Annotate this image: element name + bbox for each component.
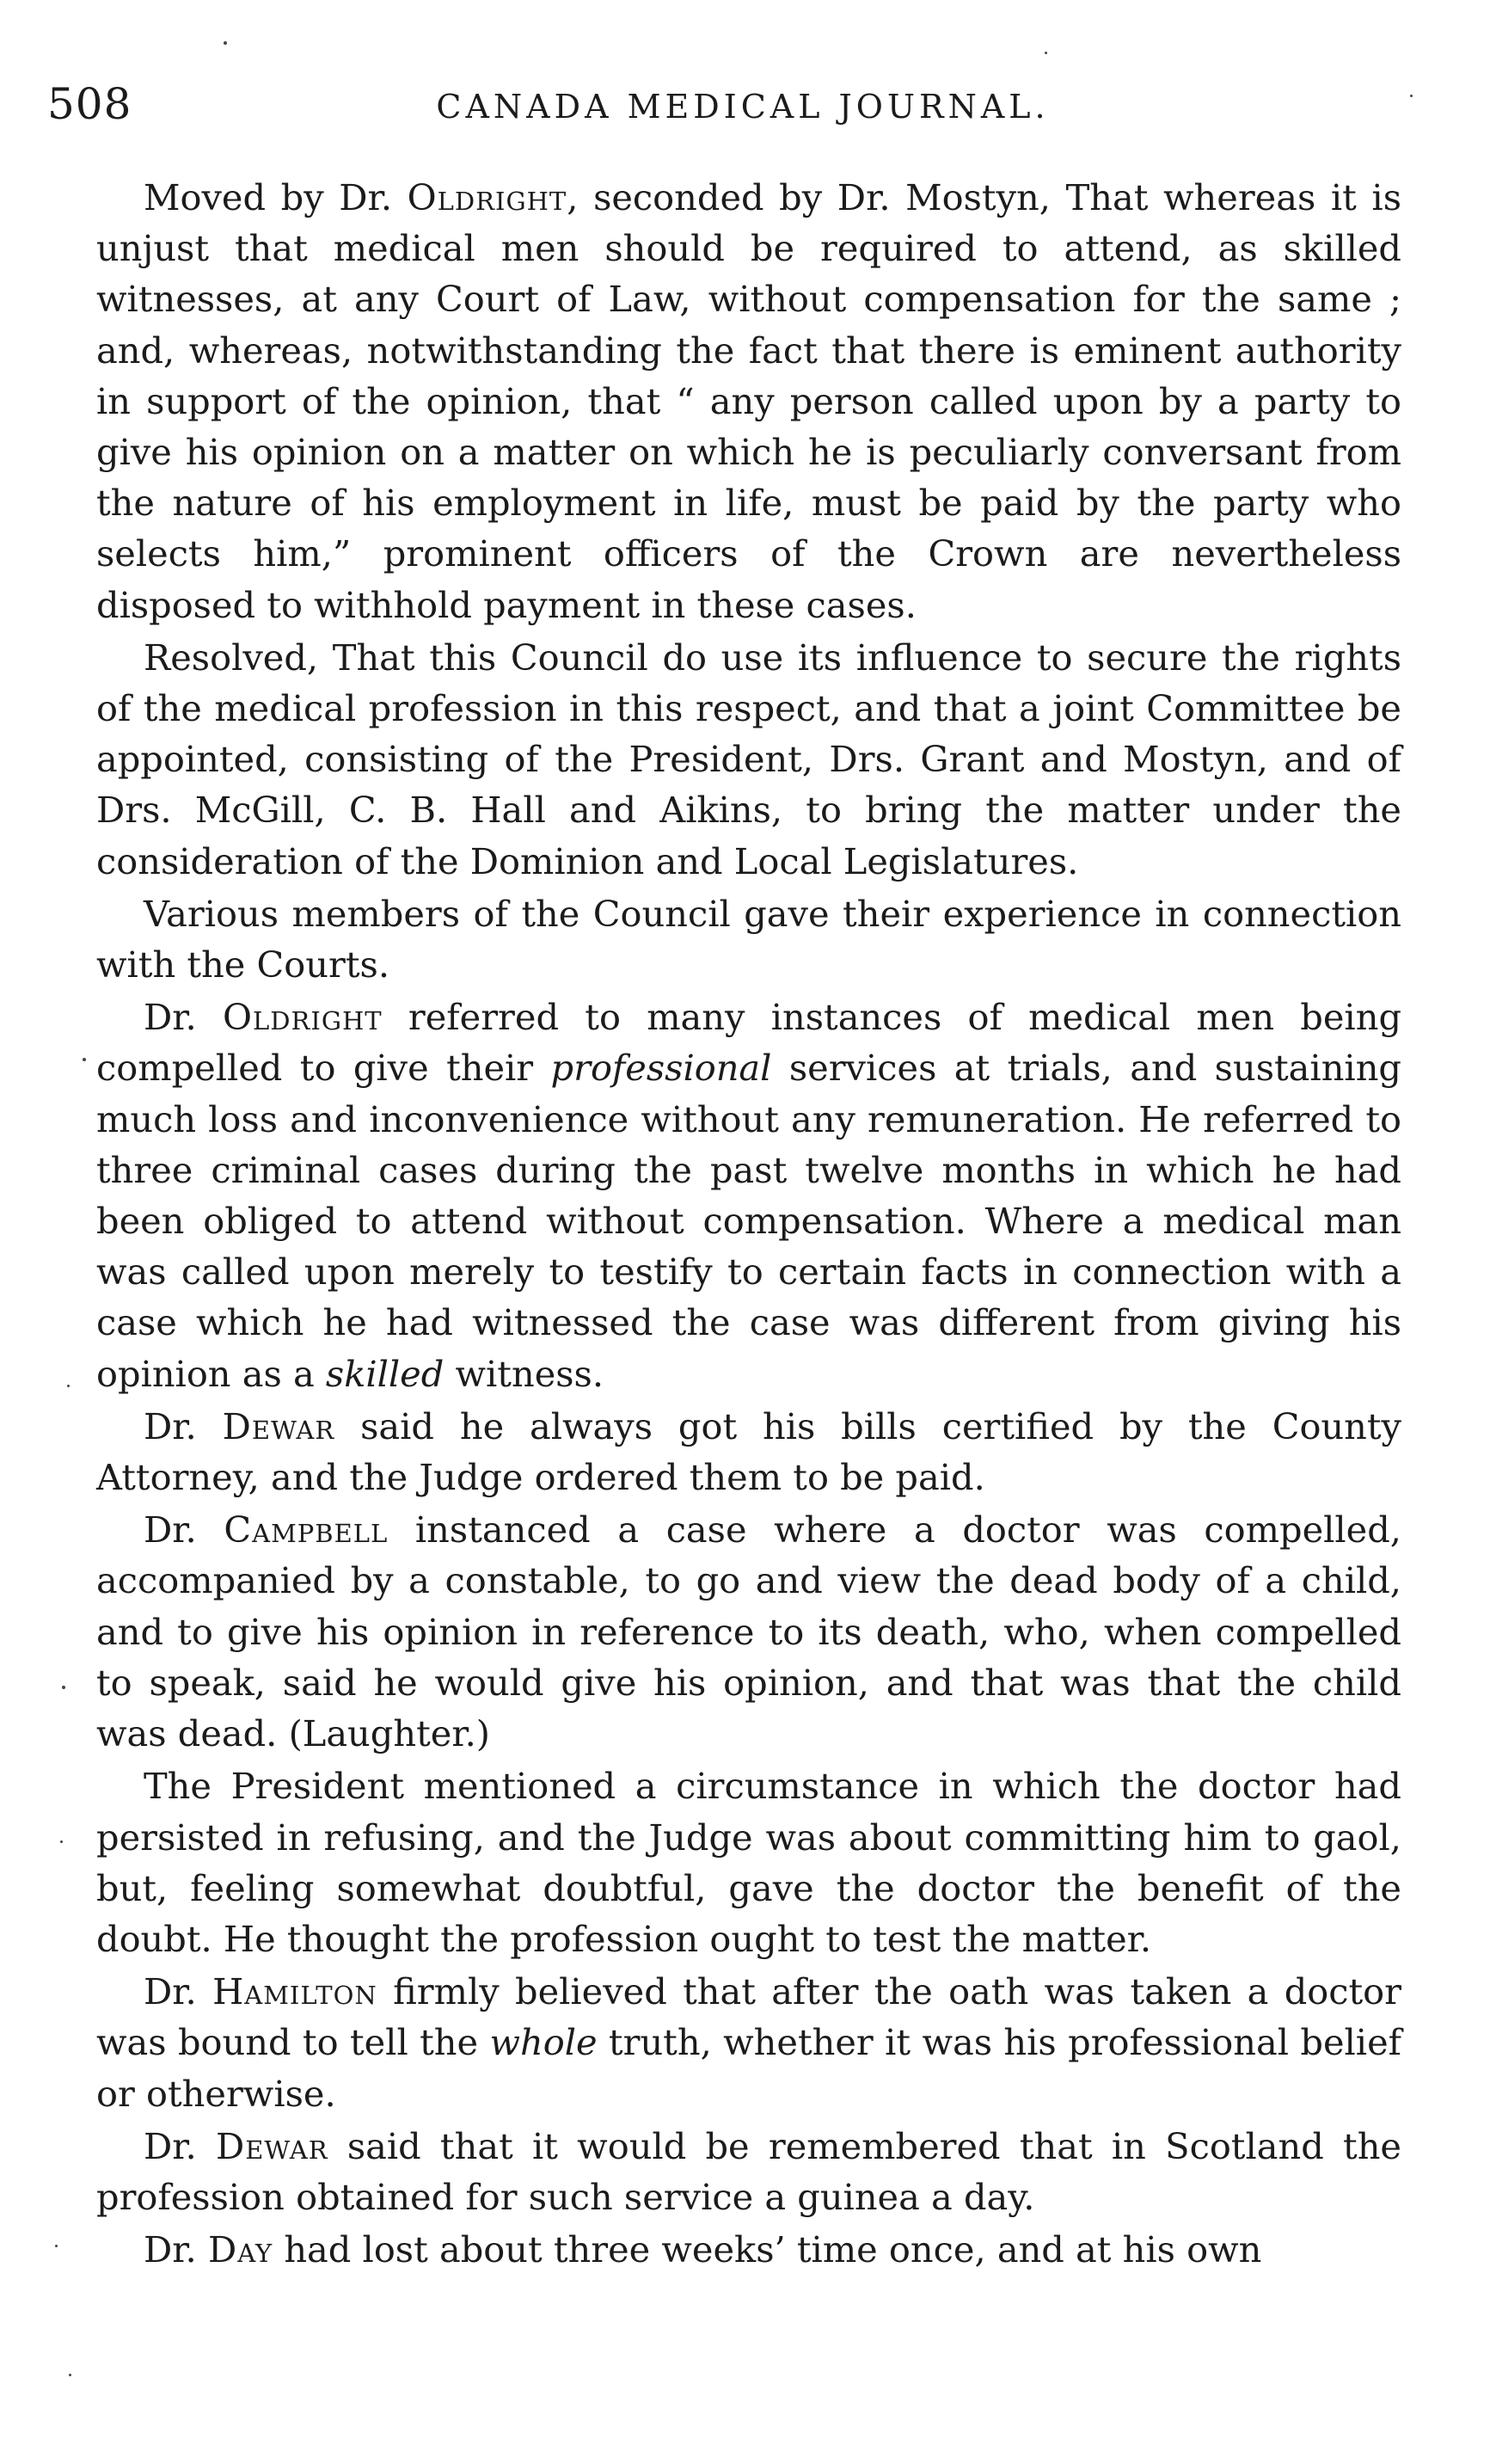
speaker-name: Campbell <box>224 1509 389 1552</box>
resolution-paragraph: Resolved, That this Council do use its influence to secure the rights of the medical profession in this respect, and that a joint Committee be appointed, consisting of the President, Drs. Grant and Mostyn, and of Drs. McGill, C. B. Hall and Aikins, to bring the matter under the consideration of the Dominion and Local Legislatures. <box>96 636 1401 882</box>
speck <box>60 1840 63 1843</box>
speck <box>62 1686 65 1689</box>
text-run: Dr. <box>144 1970 213 2013</box>
text-run: Moved by Dr. <box>144 176 408 218</box>
speck <box>67 1385 70 1387</box>
dewar-scotland-paragraph <box>96 2121 1401 2222</box>
speck <box>69 2374 71 2376</box>
text-run: said he always got his bills certified by the County Attorney, and the Judge ordered them to be paid. <box>96 1404 1402 1499</box>
text-run: witness. <box>444 1352 604 1395</box>
text-run: Dr. <box>144 1509 224 1552</box>
speaker-name: Dewar <box>222 1404 335 1447</box>
page-number: 508 <box>47 79 132 129</box>
campbell-paragraph <box>96 1504 1401 1759</box>
speck <box>224 41 227 45</box>
page-header <box>47 79 1438 131</box>
text-run: referred to many instances of medical men being compelled to give their <box>96 996 1402 1090</box>
text-run: truth, whether it was his professional belief or otherwise. <box>96 2021 1401 2115</box>
dewar-paragraph <box>96 1401 1401 1502</box>
text-run: Dr. <box>144 996 224 1039</box>
speaker-name: Oldright <box>407 176 567 218</box>
text-run: services at trials, and sustaining much loss and inconvenience without any remuneration. He referred to three criminal cases during the past twelve months in which he had been obliged to attend without compensation. Where a medical man was called upon merely to testify to certain facts in connection with a case which he had witnessed the case was different from giving his opinion as a <box>96 1047 1401 1395</box>
speck <box>83 1058 86 1061</box>
text-run: instanced a case where a doctor was compelled, accompanied by a constable, to go and view the dead body of a child, and to give his opinion in reference to its death, who, when compelled to speak, said he would give his opinion, and that was that the child was dead. (Laughter.) <box>96 1509 1401 1755</box>
italic-word: whole <box>489 2021 598 2064</box>
hamilton-paragraph <box>96 1966 1401 2119</box>
paragraph: Various members of the Council gave their experience in connection with the Courts. <box>96 892 1401 986</box>
day-paragraph <box>96 2224 1401 2275</box>
italic-word: professional <box>550 1047 772 1090</box>
speaker-name: Oldright <box>223 996 383 1039</box>
speaker-name: Hamilton <box>212 1970 377 2013</box>
motion-paragraph <box>96 172 1401 630</box>
text-run: had lost about three weeks’ time once, and at his own <box>273 2228 1262 2271</box>
text-run: said that it would be remembered that in Scotland the profession obtained for such service a guinea a day. <box>96 2124 1401 2218</box>
text-run: Dr. <box>144 2228 208 2271</box>
president-paragraph: The President mentioned a circumstance in which the doctor had persisted in refusing, and the Judge was about committing him to gaol, but, feeling somewhat doubtful, gave the doctor the benefit of the doubt. He thought the profession ought to test the matter. <box>96 1765 1401 1960</box>
text-run: firmly believed that after the oath was taken a doctor was bound to tell the <box>96 1970 1401 2064</box>
speck <box>1410 95 1413 97</box>
article-body <box>96 172 1401 2277</box>
text-run: Dr. <box>144 1404 223 1447</box>
speaker-name: Dewar <box>215 2124 328 2167</box>
italic-word: skilled <box>325 1352 445 1395</box>
text-run: , seconded by Dr. Mostyn, That whereas it is unjust that medical men should be required to attend, as skilled witnesses, at any Court of Law, without compensation for the same ; and, whereas, notwithstanding the fact that there is eminent authority in support of the opinion, that “ any person called upon by a party to give his opinion on a matter on which he is peculiarly conversant from the nature of his employment in life, must be paid by the party who selects him,” prominent officers of the Crown are nevertheless disposed to withhold payment in these cases. <box>96 176 1401 626</box>
text-run: Dr. <box>144 2124 216 2167</box>
oldright-paragraph <box>96 992 1401 1399</box>
speck <box>1045 52 1047 54</box>
running-head: CANADA MEDICAL JOURNAL. <box>436 88 1050 126</box>
speaker-name: Day <box>207 2228 273 2271</box>
speck <box>55 2245 58 2247</box>
